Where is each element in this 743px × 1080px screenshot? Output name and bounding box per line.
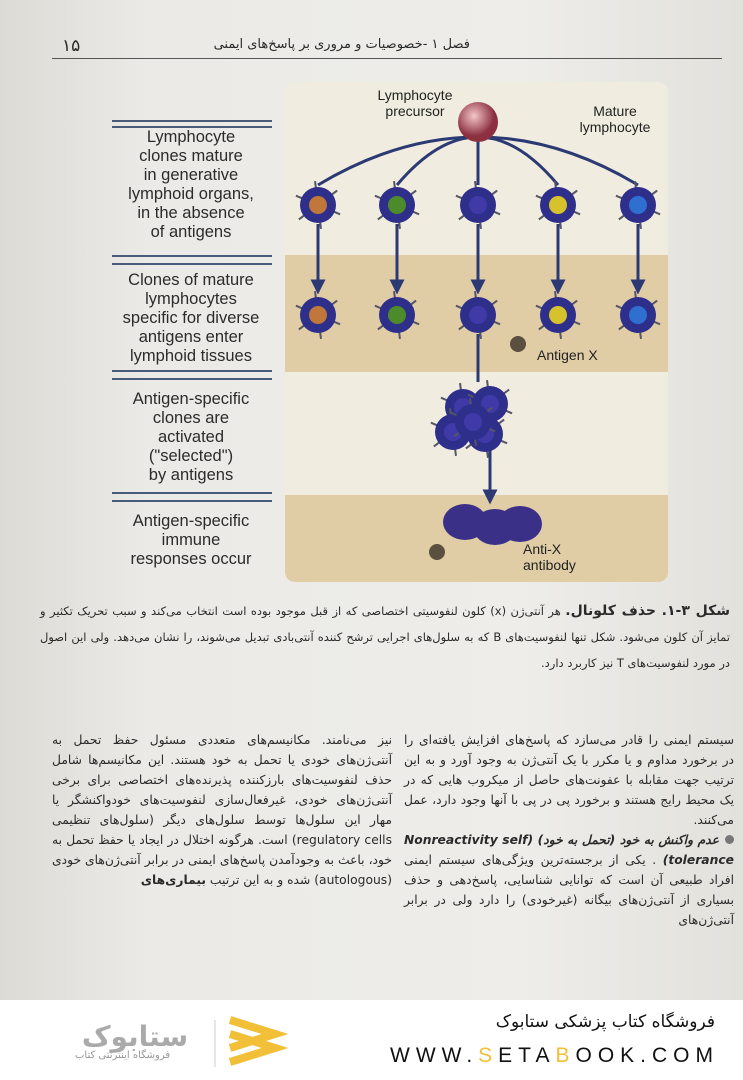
url-part: WWW. [390,1044,479,1067]
antigen-x-label: Antigen X [537,347,598,363]
bullet-text: . یکی از برجسته‌ترین ویژگی‌های سیستم ایمنی افراد طبیعی آن است که توانایی شناسایی، پاسخ‌دهی و حذف بسیاری از آنتی‌ژن‌های بیگانه (غیرخودی) را دارد ولی در برابر آنتی‌ژن‌های [404,853,734,927]
stage-label-line: clones mature [139,147,243,165]
stage-label-line: antigens enter [138,328,244,346]
text-column-right [404,730,734,930]
divider [112,255,272,257]
paragraph: سیستم ایمنی را قادر می‌سازد که پاسخ‌های افزایش یافته‌ای را در برخورد مداوم و یا مکرر با یک آنتی‌ژن به وجود آورد و به این ترتیب جهت مقابله با عفونت‌های حاصل از میکروب هایی که در یک محیط رایج هستند و برخورد پی در پی با آنها وجود دارد، عمل می‌کنند. [404,733,734,827]
divider [112,500,272,502]
mature-label: Mature lymphocyte [579,103,651,135]
precursor-label: Lymphocyte precursor [377,87,453,119]
store-name: فروشگاه کتاب پزشکی ستابوک [495,1012,715,1032]
cell-nucleus [469,306,487,324]
cell-nucleus [549,196,567,214]
caption-title: شکل ۳-۱. حذف کلونال. [565,603,730,619]
paragraph: نیز می‌نامند. مکانیسم‌های متعددی مسئول حفظ تحمل به آنتی‌ژن‌های خودی یا تحمل به خود هستند. این مکانیسم‌ها شامل حذف لنفوسیت‌های بارزکننده پذیرنده‌های اختصاصی برای برخی آنتی‌ژن‌های خودی، غیرفعال‌سازی لنفوسیت‌های خودواکنشگر یا مهار این سلول‌ها توسط سلول‌های دیگر (سلول‌های تنظیمی regulatory cells) است. هرگونه اختلال در ایجاد یا حفظ تحمل به خود، باعث به وجودآمدن پاسخ‌های ایمنی در برابر آنتی‌ژن‌های خودی (autologous) شده و به این ترتیب [52,733,392,887]
figure-caption [40,598,730,676]
antigen-x-icon [429,544,445,560]
store-footer [0,1000,743,1080]
divider [112,492,272,494]
stage-label-line: lymphoid tissues [130,347,252,365]
stage-label-response [110,512,272,569]
stage-label-line: by antigens [148,466,234,484]
chapter-title: فصل ۱ -خصوصیات و مروری بر پاسخ‌های ایمنی [213,37,470,52]
stage-label-line: activated [157,428,225,446]
stage-label-maturation [110,128,272,242]
stage-label-line: immune [161,531,221,549]
stage-label-line: Clones of mature [128,271,254,289]
cell-nucleus [309,196,327,214]
divider [112,263,272,265]
cell-nucleus [388,306,406,324]
svg-text:ستابوک: ستابوک [81,1020,189,1053]
cell-nucleus [388,196,406,214]
stage-label-line: lymphoid organs, [128,185,254,203]
stage-label-line: Antigen-specific [132,390,250,408]
cell-nucleus [309,306,327,324]
divider [112,120,272,122]
stage-label-line: ("selected") [148,447,234,465]
antigen-x-icon [510,336,526,352]
clonal-selection-figure [285,82,668,582]
stage-label-line: Lymphocyte [146,128,236,146]
cell-nucleus [629,306,647,324]
page-number: ۱۵ [62,36,81,56]
antibody-label: Anti-X antibody [523,541,576,573]
stage-label-line: specific for diverse [122,309,260,327]
store-url[interactable] [390,1044,719,1068]
header-rule [52,58,722,59]
setabook-logo [35,1012,295,1072]
cell-nucleus [549,306,567,324]
text-column-left [52,730,392,890]
precursor-cell [458,102,498,142]
caption-text: هر آنتی‌ژن (x) کلون لنفوسیتی اختصاصی که از قبل موجود بوده است انتخاب می‌کند و سبب تحریک تکثیر و تمایز آن کلون می‌شود. شکل تنها لنفوسیت‌های B که به سلول‌های اجرایی ترشح کننده آنتی‌بادی تبدیل می‌شوند، را نشان می‌دهد. ولی این اصول در مورد لنفوسیت‌های T نیز کاربرد دارد. [40,604,730,670]
divider [112,370,272,372]
url-part: OOK.COM [575,1044,719,1067]
stage-label-line: Antigen-specific [132,512,250,530]
logo-subtitle: فروشگاه اینترنتی کتاب [75,1050,171,1061]
stage-label-line: in generative [143,166,239,184]
stage-label-line: clones are [152,409,230,427]
bullet-icon [725,835,734,844]
bold-term: بیماری‌های [140,873,206,887]
url-part: B [555,1044,576,1067]
divider [112,378,272,380]
stage-label-line: of antigens [150,223,232,241]
stage-label-line: in the absence [137,204,245,222]
stage-label-line: responses occur [130,550,252,568]
stage-label-activation [110,390,272,485]
url-part: S [478,1044,499,1067]
plasma-cell [498,506,542,542]
cell-nucleus [464,413,482,431]
cell-nucleus [629,196,647,214]
cell-nucleus [469,196,487,214]
bullet-heading: عدم واکنش به خود (تحمل به خود) (Nonreactivity self tolerance) [404,833,734,867]
stage-label-entry [110,271,272,366]
url-part: ETA [498,1044,556,1067]
stage-label-line: lymphocytes [145,290,237,308]
